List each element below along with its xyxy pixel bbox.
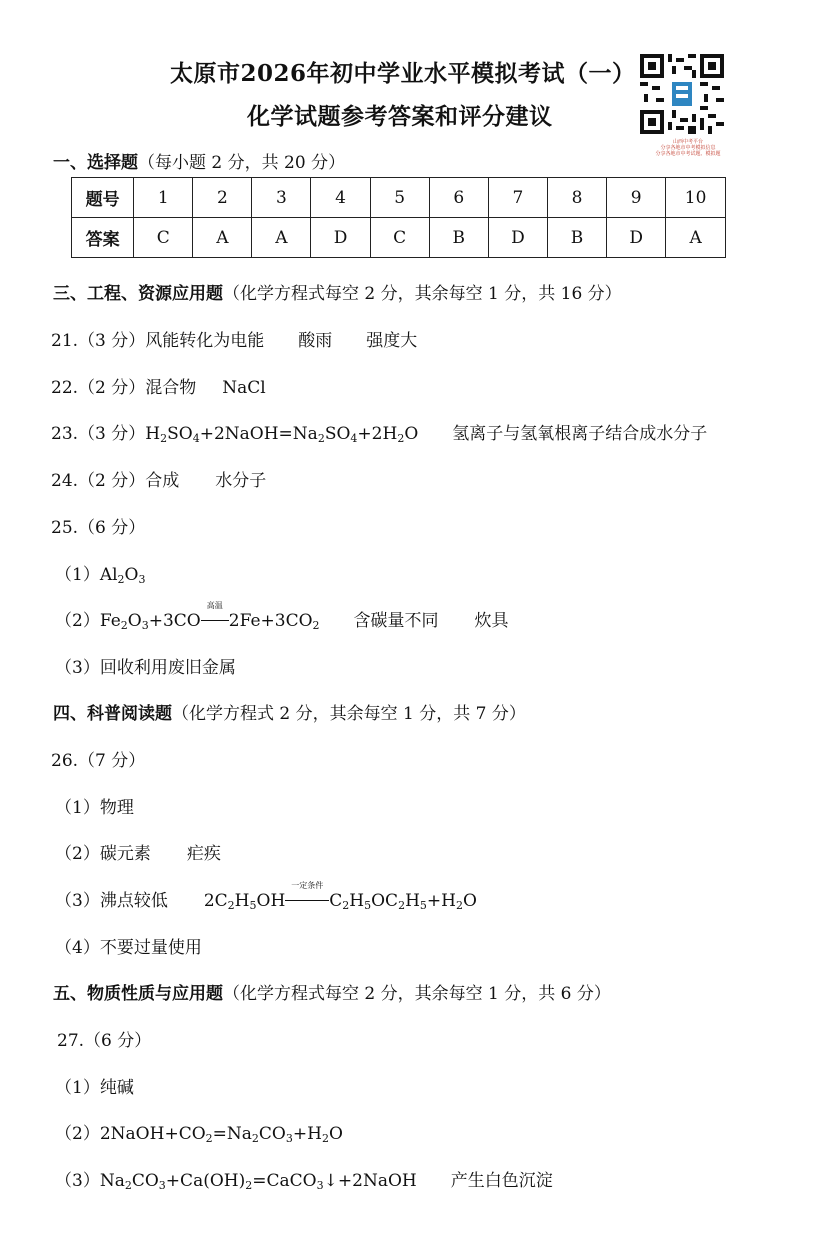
reaction-condition: 高温: [206, 601, 223, 610]
question-number: 21.（3 分）: [51, 331, 146, 351]
part-label: （4）: [55, 938, 100, 958]
q27-part1: [55, 1073, 134, 1098]
equation: $2NaOH+CO_2=Na_2CO_3+H_2O$: [99, 1124, 343, 1145]
q23-line: [51, 419, 707, 444]
table-cell: 4: [311, 178, 370, 218]
table-cell: 2: [193, 178, 252, 218]
table-cell: 10: [666, 178, 726, 218]
answer: 合成: [145, 471, 180, 491]
table-cell: 6: [429, 178, 488, 218]
question-number: 23.（3 分）: [51, 424, 146, 444]
table-cell: A: [252, 218, 311, 258]
q25-part1: [55, 560, 145, 585]
answer: 含碳量不同: [353, 611, 439, 631]
answer: $Al_2O_3$: [99, 565, 146, 586]
equation-right: $C_2H_5OC_2H_5+H_2O$: [329, 891, 477, 912]
table-header-answer: 答案: [72, 218, 134, 258]
table-cell: D: [488, 218, 547, 258]
part-label: （2）: [55, 844, 100, 864]
section3-note: （化学方程式每空 2 分，其余每空 1 分，共 16 分）: [223, 284, 622, 304]
q26-part1: [55, 793, 134, 818]
q25-part2: [55, 601, 509, 632]
q25-part3: [55, 653, 236, 678]
section5-title: 五、物质性质与应用题: [53, 984, 223, 1004]
qr-code: [640, 54, 724, 134]
table-cell: 7: [488, 178, 547, 218]
table-cell: 8: [548, 178, 607, 218]
table-cell: C: [134, 218, 193, 258]
table-cell: B: [429, 218, 488, 258]
answer: 疟疾: [186, 844, 221, 864]
table-cell: 5: [370, 178, 429, 218]
section5-heading: [53, 979, 611, 1004]
table-cell: C: [370, 218, 429, 258]
q26-line: [51, 746, 145, 771]
table-cell: D: [607, 218, 666, 258]
answer: 风能转化为电能: [145, 331, 265, 351]
table-cell: A: [666, 218, 726, 258]
qr-caption: 山西中考平台 分享各地市中考模拟信息 分享各地市中考试题、模拟题: [655, 139, 721, 157]
table-cell: B: [548, 218, 607, 258]
section3-title: 三、工程、资源应用题: [53, 284, 223, 304]
part-label: （3）: [55, 1171, 100, 1191]
answer: 炊具: [474, 611, 509, 631]
question-number: 27.（6 分）: [57, 1031, 152, 1051]
table-header-number: 题号: [72, 178, 134, 218]
question-number: 22.（2 分）: [51, 378, 146, 398]
q27-part3: [55, 1166, 553, 1191]
q25-line: [51, 513, 145, 538]
part-label: （1）: [55, 798, 100, 818]
table-cell: D: [311, 218, 370, 258]
exam-title: 太原市2026年初中学业水平模拟考试（一）: [170, 60, 636, 87]
section3-heading: [53, 279, 622, 304]
answer-key-title: 化学试题参考答案和评分建议: [247, 103, 553, 130]
part-label: （2）: [55, 611, 100, 631]
question-number: 24.（2 分）: [51, 471, 146, 491]
q26-part2: [55, 839, 221, 864]
part-label: （1）: [55, 565, 100, 585]
answer: 酸雨: [298, 331, 333, 351]
table-cell: A: [193, 218, 252, 258]
section4-title: 四、科普阅读题: [53, 704, 172, 724]
answer: 混合物: [145, 378, 197, 398]
q26-part4: [55, 933, 202, 958]
part-label: （3）: [55, 891, 100, 911]
section4-heading: [53, 699, 526, 724]
answer: NaCl: [222, 378, 266, 398]
equation: $Na_2CO_3+Ca(OH)_2=CaCO_3↓+2NaOH$: [99, 1171, 417, 1192]
q27-part2: [55, 1119, 343, 1144]
section1-note: （每小题 2 分，共 20 分）: [138, 153, 346, 173]
equation: $H_2SO_4+2NaOH=Na_2SO_4+2H_2O$: [145, 424, 419, 445]
section4-note: （化学方程式 2 分，其余每空 1 分，共 7 分）: [172, 704, 526, 724]
answer: 物理: [99, 798, 134, 818]
section1-title: 一、选择题: [53, 153, 138, 173]
part-label: （1）: [55, 1078, 100, 1098]
answer: 回收利用废旧金属: [99, 658, 236, 678]
table-row-numbers: [72, 178, 726, 218]
reaction-condition-arrow: [285, 881, 329, 911]
answer: 纯碱: [99, 1078, 134, 1098]
answer: 碳元素: [99, 844, 151, 864]
table-row-answers: [72, 218, 726, 258]
table-cell: 1: [134, 178, 193, 218]
section1-heading: [53, 148, 345, 173]
reaction-condition-arrow: [201, 601, 229, 631]
question-number: 26.（7 分）: [51, 751, 146, 771]
q24-line: [51, 466, 266, 491]
table-cell: 9: [607, 178, 666, 218]
question-number: 25.（6 分）: [51, 518, 146, 538]
q27-line: [57, 1026, 151, 1051]
answer: 强度大: [366, 331, 418, 351]
answer: 不要过量使用: [99, 938, 202, 958]
answer: 氢离子与氢氧根离子结合成水分子: [452, 424, 708, 444]
table-cell: 3: [252, 178, 311, 218]
answer: 水分子: [215, 471, 267, 491]
equation-left: $2C_2H_5OH$: [203, 891, 286, 912]
part-label: （2）: [55, 1124, 100, 1144]
answer: 沸点较低: [99, 891, 168, 911]
equation-right: $2Fe+3CO_2$: [228, 611, 320, 632]
q26-part3: [55, 881, 477, 912]
reaction-condition: 一定条件: [291, 881, 324, 890]
answer-table: [71, 177, 726, 258]
equation-left: $Fe_2O_3+3CO$: [99, 611, 201, 632]
section5-note: （化学方程式每空 2 分，其余每空 1 分，共 6 分）: [223, 984, 611, 1004]
q21-line: [51, 326, 417, 351]
q22-line: [51, 373, 266, 398]
answer: 产生白色沉淀: [450, 1171, 553, 1191]
part-label: （3）: [55, 658, 100, 678]
